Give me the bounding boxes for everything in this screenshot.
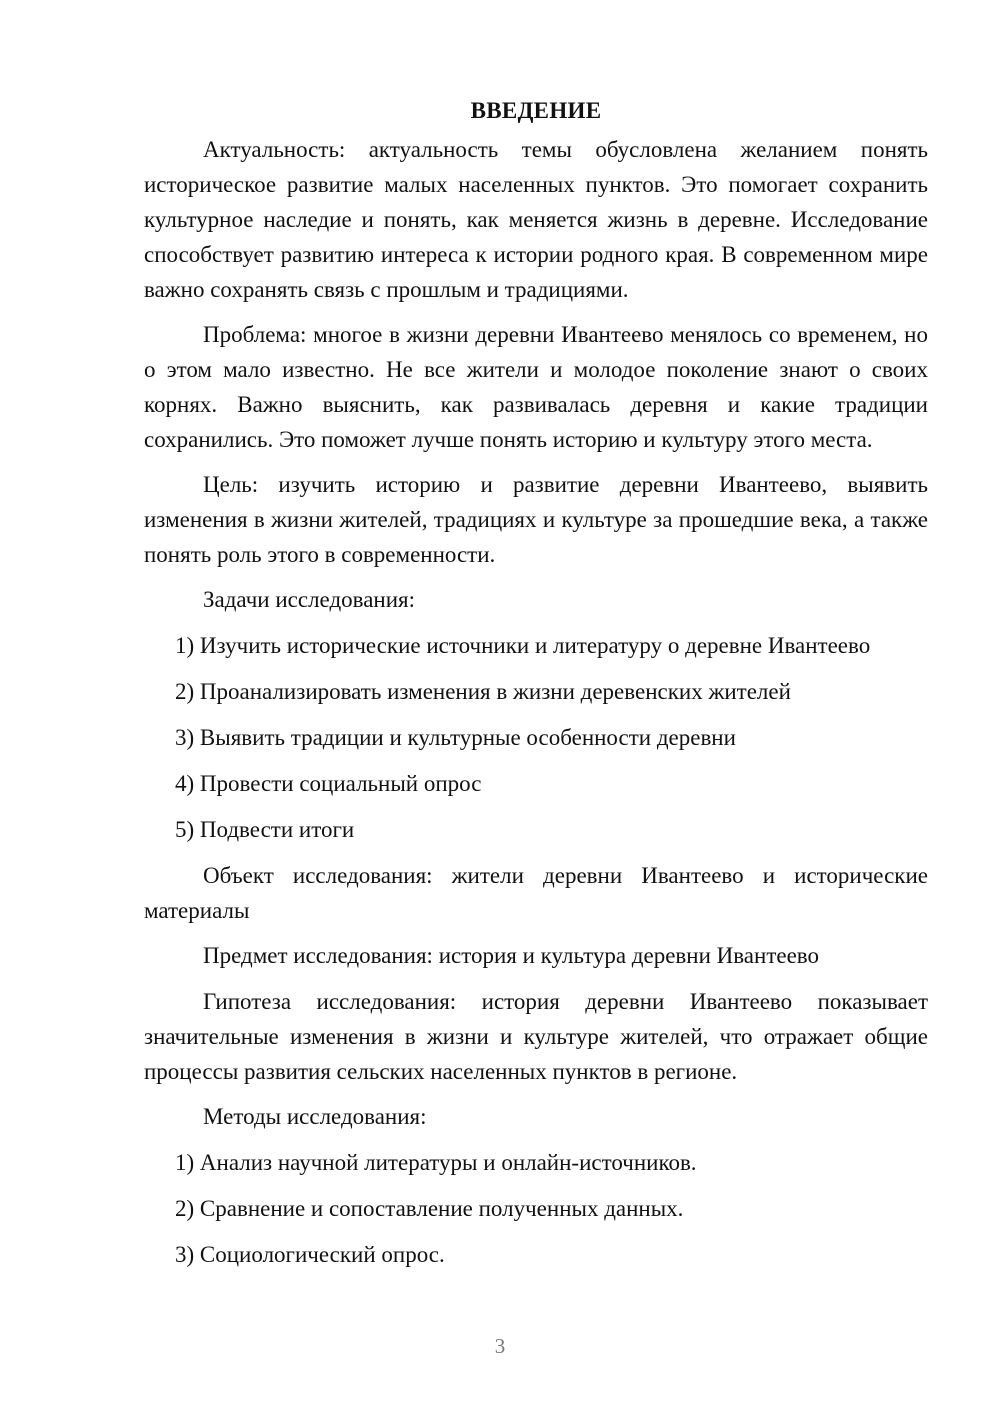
section-title: ВВЕДЕНИЕ <box>470 98 602 123</box>
list-item: 2) Сравнение и сопоставление полученных данных. <box>175 1196 684 1221</box>
list-item: 4) Провести социальный опрос <box>175 771 482 796</box>
object-paragraph: Объект исследования: жители деревни Ивантеево и исторические материалы <box>144 863 928 923</box>
list-item: 2) Проанализировать изменения в жизни деревенских жителей <box>175 679 791 704</box>
hypothesis-paragraph: Гипотеза исследования: история деревни Ивантеево показывает значительные изменения в жизни и культуре жителей, что отражает общие процессы развития сельских населенных пунктов в регионе. <box>144 989 928 1084</box>
goal-paragraph: Цель: изучить историю и развитие деревни Ивантеево, выявить изменения в жизни жителей, традициях и культуре за прошедшие века, а также понять роль этого в современности. <box>144 472 928 567</box>
relevance-paragraph: Актуальность: актуальность темы обусловлена желанием понять историческое развитие малых населенных пунктов. Это помогает сохранить культурное наследие и понять, как меняется жизнь в деревне. Исследование способствует развитию интереса к истории родного края. В современном мире важно сохранять связь с прошлым и традициями. <box>144 137 928 302</box>
methods-list <box>144 1145 928 1272</box>
subject-paragraph: Предмет исследования: история и культура деревни Ивантеево <box>203 943 819 968</box>
list-item: 1) Анализ научной литературы и онлайн-источников. <box>175 1150 697 1175</box>
problem-paragraph: Проблема: многое в жизни деревни Ивантеево менялось со временем, но о этом мало известно. Не все жители и молодое поколение знают о своих корнях. Важно выяснить, как развивалась деревня и какие традиции сохранились. Это поможет лучше понять историю и культуру этого места. <box>144 322 928 452</box>
methods-heading: Методы исследования: <box>203 1104 427 1129</box>
list-item: 5) Подвести итоги <box>175 817 355 842</box>
tasks-list <box>144 628 928 847</box>
tasks-heading: Задачи исследования: <box>203 587 416 612</box>
list-item: 1) Изучить исторические источники и литературу о деревне Ивантеево <box>175 633 871 658</box>
list-item: 3) Социологический опрос. <box>175 1242 445 1267</box>
list-item: 3) Выявить традиции и культурные особенности деревни <box>175 725 736 750</box>
page-number: 3 <box>494 1334 506 1358</box>
document-page <box>144 96 928 1283</box>
